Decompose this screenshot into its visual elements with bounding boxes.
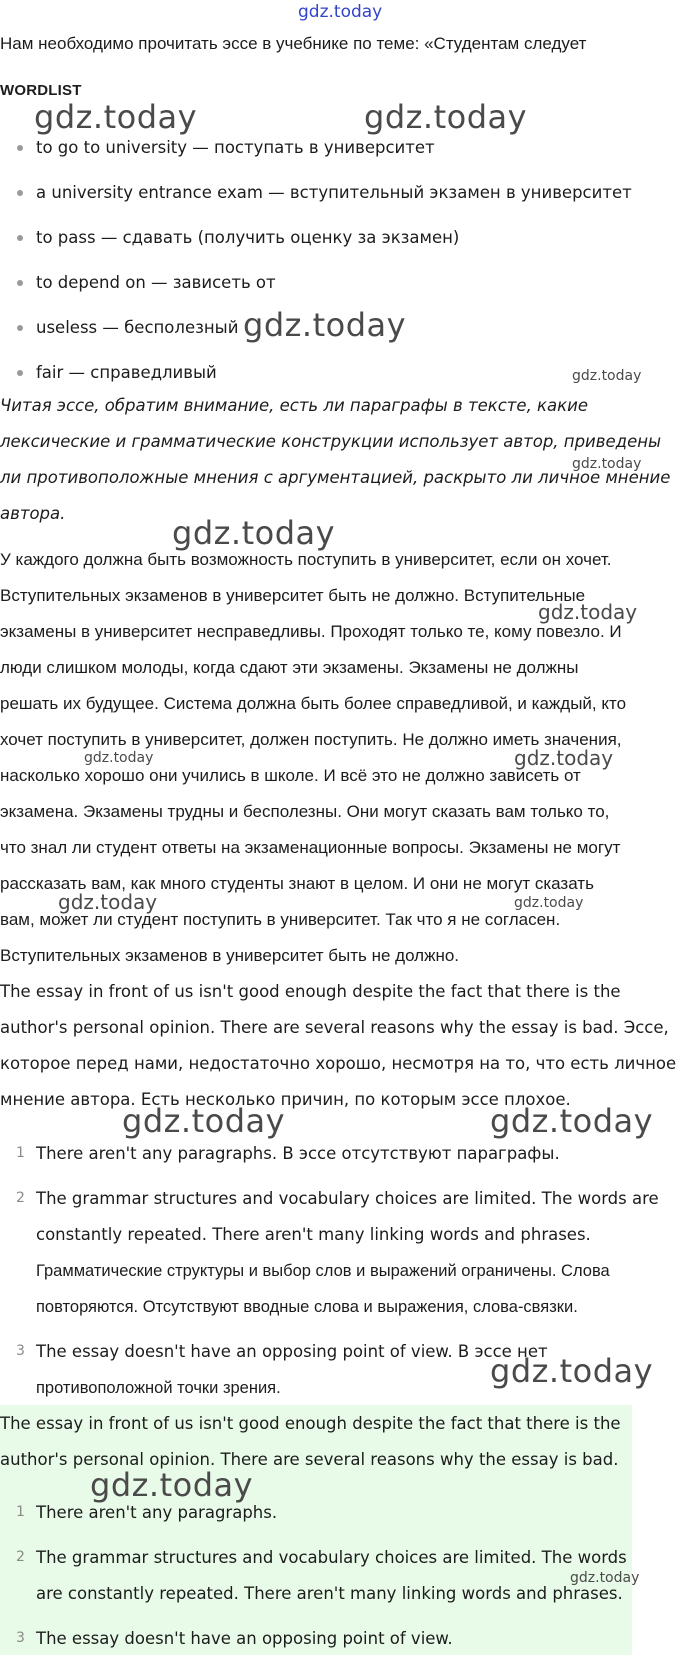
watermark: gdz.today — [122, 1102, 286, 1140]
list-item-text: to pass — сдавать (получить оценку за экзамен) — [36, 228, 460, 247]
text-line: ли противоположные мнения с аргументацией, раскрыто ли личное мнение — [0, 468, 671, 487]
text-line: повторяются. Отсутствуют вводные слова и выражения, слова-связки. — [36, 1298, 578, 1316]
list-number: 3 — [16, 1343, 25, 1359]
list-number: 1 — [16, 1145, 25, 1161]
text-line: Читая эссе, обратим внимание, есть ли параграфы в тексте, какие — [0, 396, 588, 415]
watermark: gdz.today — [572, 368, 642, 384]
watermark: gdz.today — [572, 456, 642, 472]
list-number: 2 — [16, 1190, 25, 1206]
text-line: хочет поступить в университет, должен поступить. Не должно иметь значения, — [0, 730, 622, 749]
text-line: люди слишком молоды, когда сдают эти экзамены. Экзамены не должны — [0, 658, 579, 677]
intro-text: Нам необходимо прочитать эссе в учебнике по теме: «Студентам следует — [0, 34, 587, 53]
bullet-icon — [17, 190, 23, 196]
list-number: 1 — [16, 1504, 25, 1520]
bullet-icon — [17, 325, 23, 331]
text-line: There aren't any paragraphs. В эссе отсутствуют параграфы. — [36, 1144, 560, 1163]
text-line: constantly repeated. There aren't many linking words and phrases. — [36, 1225, 591, 1244]
text-line: Вступительных экзаменов в университет быть не должно. — [0, 946, 460, 965]
watermark: gdz.today — [84, 750, 154, 766]
watermark: gdz.today — [514, 895, 584, 911]
watermark: gdz.today — [34, 98, 198, 136]
list-item-text: to go to university — поступать в университет — [36, 138, 435, 157]
text-line: The essay in front of us isn't good enough despite the fact that there is the — [0, 982, 621, 1001]
text-line: лексические и грамматические конструкции использует автор, приведены — [0, 432, 662, 451]
text-line: The grammar structures and vocabulary choices are limited. The words — [36, 1548, 627, 1567]
list-number: 3 — [16, 1630, 25, 1646]
watermark: gdz.today — [490, 1102, 654, 1140]
bullet-icon — [17, 370, 23, 376]
text-line: противоположной точки зрения. — [36, 1379, 281, 1397]
text-line: Вступительных экзаменов в университет быть не должно. Вступительные — [0, 586, 586, 605]
text-line: насколько хорошо они учились в школе. И всё это не должно зависеть от — [0, 766, 581, 785]
watermark-top: gdz.today — [298, 2, 383, 22]
text-line: There aren't any paragraphs. — [36, 1503, 278, 1522]
text-line: экзамена. Экзамены трудны и бесполезны. Они могут сказать вам только то, — [0, 802, 610, 821]
text-line: The grammar structures and vocabulary choices are limited. The words are — [36, 1189, 659, 1208]
list-item-text: useless — бесполезный — [36, 318, 239, 337]
text-line: The essay doesn't have an opposing point of view. — [36, 1629, 453, 1648]
list-item-text: fair — справедливый — [36, 363, 217, 382]
watermark: gdz.today — [90, 1466, 254, 1504]
text-line: автора. — [0, 504, 66, 523]
bullet-icon — [17, 280, 23, 286]
text-line: author's personal opinion. There are several reasons why the essay is bad. — [0, 1450, 619, 1469]
text-line: экзамены в университет несправедливы. Проходят только те, кому повезло. И — [0, 622, 622, 641]
list-item-text: to depend on — зависеть от — [36, 273, 276, 292]
watermark: gdz.today — [58, 890, 158, 914]
watermark: gdz.today — [538, 600, 638, 624]
bullet-icon — [17, 235, 23, 241]
text-line: The essay in front of us isn't good enough despite the fact that there is the — [0, 1414, 621, 1433]
watermark: gdz.today — [570, 1570, 640, 1586]
wordlist-heading: WORDLIST — [0, 82, 82, 99]
list-item-text: a university entrance exam — вступительный экзамен в университет — [36, 183, 632, 202]
text-line: Грамматические структуры и выбор слов и выражений ограничены. Слова — [36, 1262, 610, 1280]
watermark: gdz.today — [243, 306, 407, 344]
text-line: У каждого должна быть возможность поступить в университет, если он хочет. — [0, 550, 612, 569]
watermark: gdz.today — [364, 98, 528, 136]
text-line: The essay doesn't have an opposing point of view. В эссе нет — [36, 1342, 548, 1361]
bullet-icon — [17, 145, 23, 151]
text-line: are constantly repeated. There aren't many linking words and phrases. — [36, 1584, 623, 1603]
watermark: gdz.today — [514, 746, 614, 770]
list-number: 2 — [16, 1549, 25, 1565]
text-line: мнение автора. Есть несколько причин, по которым эссе плохое. — [0, 1090, 571, 1109]
text-line: что знал ли студент ответы на экзаменационные вопросы. Экзамены не могут — [0, 838, 621, 857]
watermark: gdz.today — [172, 514, 336, 552]
text-line: решать их будущее. Система должна быть более справедливой, и каждый, кто — [0, 694, 627, 713]
watermark: gdz.today — [490, 1352, 654, 1390]
text-line: вам, может ли студент поступить в университет. Так что я не согласен. — [0, 910, 561, 929]
text-line: author's personal opinion. There are several reasons why the essay is bad. Эссе, — [0, 1018, 669, 1037]
text-line: которое перед нами, недостаточно хорошо, несмотря на то, что есть личное — [0, 1054, 677, 1073]
text-line: рассказать вам, как много студенты знают в целом. И они не могут сказать — [0, 874, 594, 893]
clipped-line-fragment — [0, 64, 600, 74]
